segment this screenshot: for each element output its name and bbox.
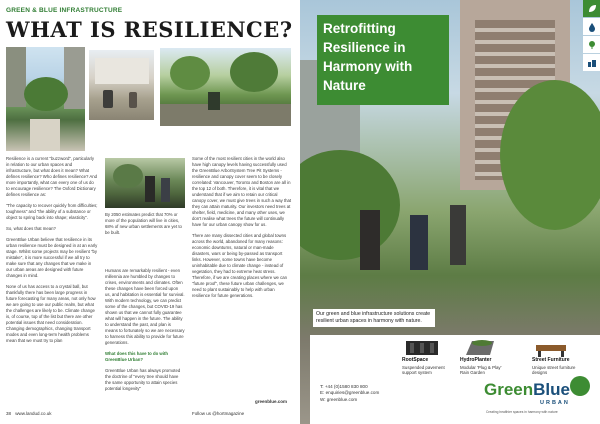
headline: WHAT IS RESILIENCE?: [6, 17, 293, 42]
person-figure: [450, 205, 466, 265]
tree-canopy: [300, 150, 400, 260]
product-name: HydroPlanter: [460, 357, 492, 363]
paragraph: GreenBlue Urban has always promoted the doctrine of "every tree should have the same opportunity to attain species potential longevity": [105, 368, 181, 391]
body-column-1: [6, 156, 98, 414]
tree-canopy: [500, 80, 600, 230]
logo-blue: Blue: [533, 380, 570, 399]
paragraph: Some of the most resilient cities in the world also have high canopy levels having successfully used the GreenBlue ArborSystem Tree Pit Systems - resilience and canopy cover seem to be closely correlated: Vancouver, Toronto and Boston are all in the top 12 of both. Therefore, it is vital that we understand that if we aim to retain our critical canopy cover, we must give trees in such a way that they can attain maturity. Our investors need trees at shelter, field, medicine, and many other uses, we don't realise what trees the future will continually have for our urban canopy show for us.: [192, 156, 292, 227]
footer-follow: Follow us @hortmagazine: [192, 411, 245, 416]
page-folio: [6, 411, 52, 416]
title-line: Harmony with: [323, 59, 413, 74]
photo-caption: [105, 212, 185, 264]
body-column-3: [192, 156, 292, 414]
leaf-icon: [583, 0, 600, 17]
ad-title-box: [317, 15, 449, 105]
product-desc: Unique street furniture designs: [532, 364, 576, 375]
product-rootspace[interactable]: [402, 358, 446, 376]
logo-urban: URBAN: [540, 400, 570, 406]
tree-icon: [583, 36, 600, 53]
page-number: 38: [6, 411, 12, 416]
city-icon: [583, 54, 600, 71]
footer-url[interactable]: greenblue.com: [255, 399, 288, 404]
logo-tagline: Creating healthier spaces in harmony with nature: [486, 410, 558, 414]
title-line: Nature: [323, 78, 366, 93]
person-figure: [410, 215, 428, 270]
paragraph: None of us has access to a crystal ball, but thankfully there has been large progress in future forecasting for many areas, not only how we are going to use our public realm, but what the challenges are likely to be. Climate change is, of course, top of the list but there are other potential issues that need consideration. Changing demographics, changing transport modes and even long-term health problems mean that we must try to plan: [6, 284, 96, 343]
logo-green: Green: [484, 380, 534, 399]
icon-rail: [583, 0, 600, 72]
water-drop-icon: [583, 18, 600, 35]
street-photo: [6, 47, 85, 151]
hydroplanter-image: [460, 337, 500, 359]
paragraph: Humans are remarkably resilient - even millennia are humbled by changes to crises, environments and climates. Often these changes have been forced upon us, and habitation is essential for survival. With modern technology, we can predict some of the changes, but COVID-19 has shown us that we cannot fully guarantee what will happen in the future. The ability to understand the past, and plan is means to fortunately so we are necessary to harness this ability to provide for future generations.: [105, 268, 185, 345]
product-desc: Modular 'Plug & Play' Rain Garden: [460, 364, 502, 375]
square-photo: [89, 50, 154, 120]
contact-block: [320, 384, 379, 403]
phone-text[interactable]: T: +44 (0)1580 830 800: [320, 384, 368, 389]
street-furniture-image: [532, 337, 572, 359]
paragraph: Resilience is a current "buzzword", particularly in relation to our urban spaces and infrastructure, but what does it mean? What defines resilience? Who defines resilience? And more importantly, what can every one of us do to encourage resilience? The Oxford Dictionary defines resilience as:: [6, 156, 98, 197]
product-name: RootSpace: [402, 357, 429, 363]
intro-text: Our green and blue infrastructure solutions create resilient urban spaces in harmony with nature.: [313, 309, 435, 327]
logo-tree-icon: [570, 376, 590, 396]
paragraph: GreenBlue Urban believe that resilience in its urban resilience must be designed in at an early stage. Whilst some projects may be resilient "by mistake", it is more successful if we all try to make sure that any changes that we make in our urban areas are designed with future changes in mind.: [6, 237, 98, 278]
section-label: GREEN & BLUE INFRASTRUCTURE: [6, 7, 123, 14]
right-page-ad: [300, 0, 600, 424]
logo-wordmark: [484, 380, 570, 400]
title-line: Retrofitting: [323, 21, 396, 36]
people-photo: [105, 158, 185, 208]
greenblue-logo: [484, 376, 594, 418]
caption-text: By 2050 estimates predict that 70% or more of the population will live in cities, 68% of new urban settlements are yet to be built.: [105, 212, 182, 235]
product-street-furniture[interactable]: [532, 358, 584, 376]
park-photo: [160, 48, 291, 126]
quote-paragraph: "The capacity to recover quickly from difficulties; toughness" and "the ability of a substance or object to spring back into shape; elasticity".: [6, 203, 98, 220]
body-column-2: [105, 268, 185, 416]
paragraph: There are many dissected cities and global towns across the world, abandoned for many reasons: economic downturns, natural or man-made disasters, wars or being by-passed as transport links. However, some towns have become uninhabitable due to climate change - instead of vegetation, they had to extreme heat stress. Therefore, if we are creating places where we can "future proof", these future urban challenges, we need to plant sustainably to help with urban resilience for future generations.: [192, 233, 288, 298]
product-hydroplanter[interactable]: [460, 358, 504, 376]
rootspace-image: [402, 337, 442, 359]
footer-site[interactable]: www.landud.co.uk: [15, 411, 52, 416]
person-figure: [360, 210, 380, 270]
product-desc: Suspended pavement support system: [402, 364, 445, 375]
web-text[interactable]: W: greenblue.com: [320, 396, 358, 402]
title-line: Resilience in: [323, 40, 406, 55]
email-text[interactable]: E: enquiries@greenblue.com: [320, 390, 380, 396]
paragraph: So, what does that mean?: [6, 226, 56, 231]
product-name: Street Furniture: [532, 357, 570, 363]
subheading: What does this have to do with GreenBlue Urban?: [105, 351, 169, 362]
